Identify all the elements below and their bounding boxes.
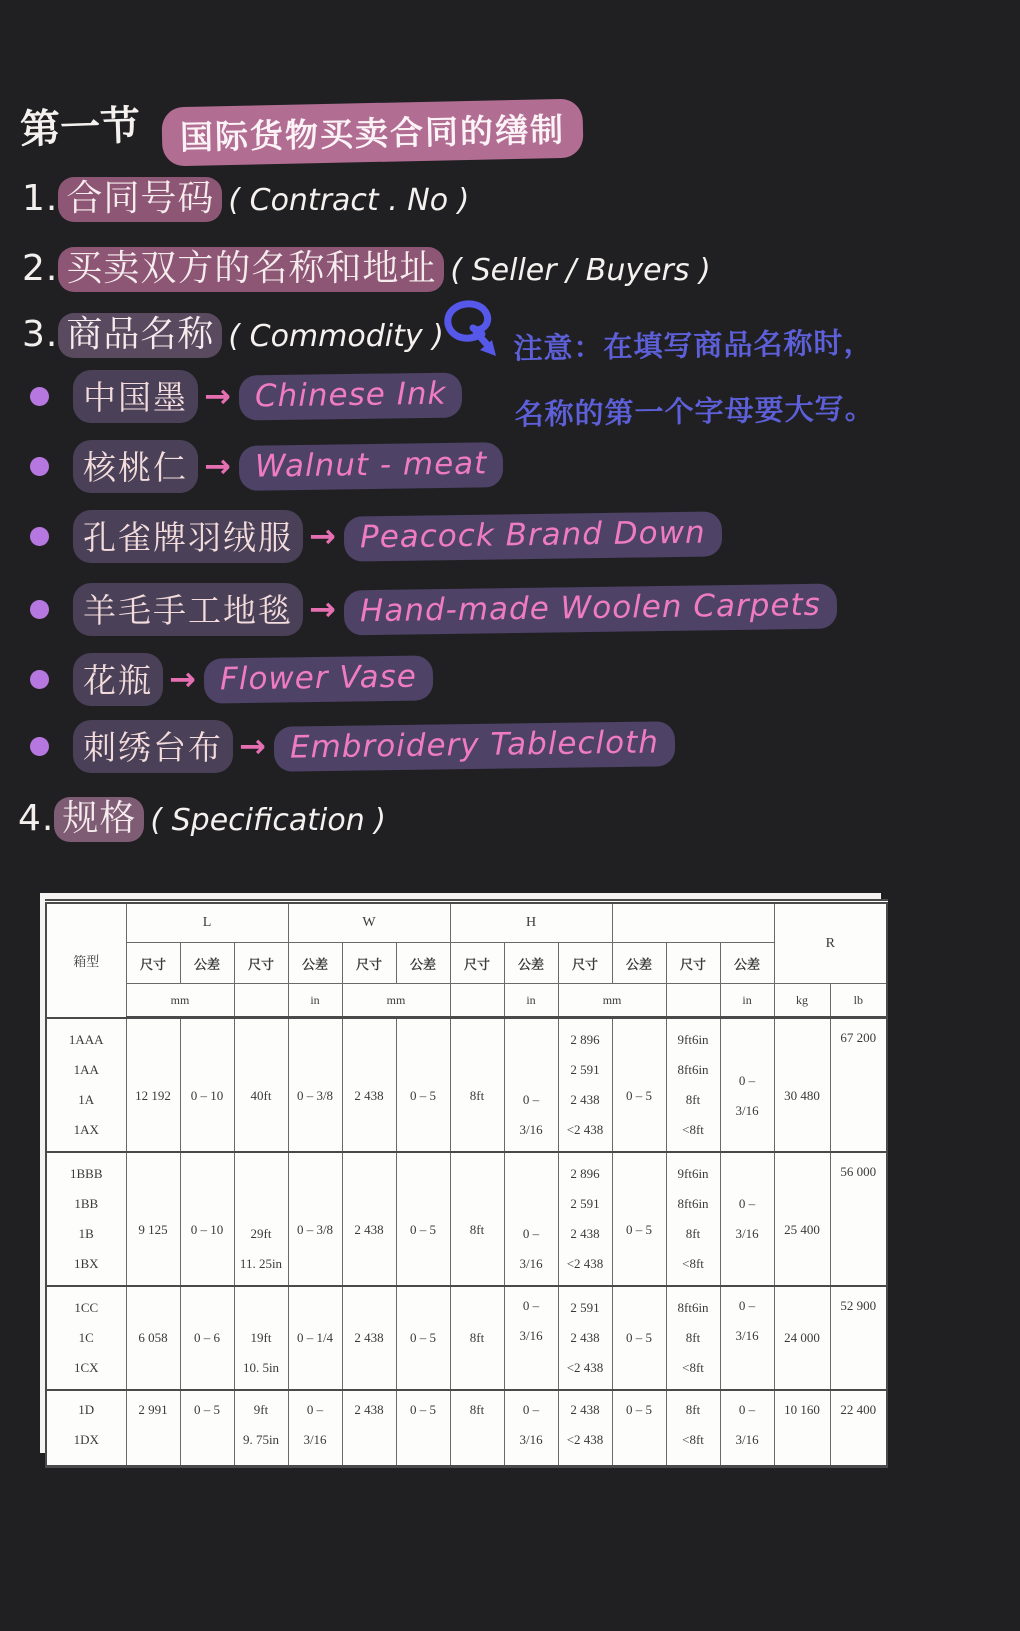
spec-cell [342, 1018, 396, 1153]
cell-line: 12 192 [135, 1088, 171, 1103]
sub-header-cell: 公差 [396, 943, 450, 984]
cell-line: 0 – 5 [410, 1330, 436, 1345]
numbered-item-commodity [22, 306, 444, 357]
numbered-item-specification [18, 790, 386, 841]
numbered-item-seller-buyers [22, 240, 711, 291]
cell-line: 0 – 5 [410, 1088, 436, 1103]
cell-line: 25 400 [784, 1222, 820, 1237]
spec-cell [504, 1286, 558, 1390]
unit-cell: in [288, 984, 342, 1018]
cell-line: 1C [78, 1330, 94, 1345]
cell-line: 3/16 [735, 1328, 759, 1343]
spec-cell [396, 1286, 450, 1390]
cell-line: 3/16 [735, 1432, 759, 1447]
cell-line: 24 000 [784, 1330, 820, 1345]
commodity-row [30, 442, 503, 490]
spec-cell [396, 1018, 450, 1153]
commodity-row [30, 585, 837, 633]
arrow-icon: → [169, 660, 196, 698]
commodity-row [30, 372, 462, 420]
group-header-cell: R [774, 902, 887, 984]
commodity-zh: 花瓶 [73, 653, 163, 706]
cell-line: 9ft [253, 1402, 269, 1417]
cell-line: 1B [78, 1226, 94, 1241]
cell-line: 8ft6in [677, 1196, 709, 1211]
commodity-zh: 孔雀牌羽绒服 [73, 510, 303, 563]
unit-cell [450, 984, 504, 1018]
bullet-dot-icon [30, 670, 49, 689]
commodity-en: Flower Vase [204, 655, 433, 703]
commodity-zh: 刺绣台布 [73, 720, 233, 773]
cell-line: 0 – [738, 1402, 756, 1417]
commodity-row [30, 722, 675, 770]
cell-line: 2 438 [570, 1330, 600, 1345]
spec-cell [234, 1018, 288, 1153]
item-number: 1. [22, 178, 59, 219]
cell-line: 8ft [685, 1330, 701, 1345]
item-en: ( Contract . No ) [228, 183, 470, 218]
cell-line: 1BX [73, 1256, 99, 1271]
item-en: ( Specification ) [150, 803, 386, 838]
sub-header-cell: 公差 [720, 943, 774, 984]
arrow-icon: → [204, 447, 231, 485]
cell-line: 10 160 [784, 1402, 820, 1417]
cell-line: 3/16 [735, 1226, 759, 1241]
box-type-cell [46, 1018, 126, 1153]
spec-cell [180, 1152, 234, 1286]
cell-line: 56 000 [840, 1164, 877, 1179]
cell-line: 2 438 [354, 1222, 384, 1237]
sub-header-cell: 尺寸 [234, 943, 288, 984]
commodity-en: Hand-made Woolen Carpets [344, 583, 837, 635]
item-zh-highlight: 合同号码 [58, 177, 222, 222]
bullet-dot-icon [30, 737, 49, 756]
commodity-zh: 羊毛手工地毯 [73, 583, 303, 636]
spec-cell [666, 1152, 720, 1286]
sub-header-cell: 尺寸 [450, 943, 504, 984]
cell-line: 1CC [74, 1300, 99, 1315]
cell-line: 8ft [685, 1092, 701, 1107]
group-header-cell: L [126, 902, 288, 943]
item-zh-highlight: 买卖双方的名称和地址 [58, 247, 444, 292]
spec-cell [288, 1152, 342, 1286]
cell-line: 0 – [522, 1092, 540, 1107]
box-type-cell [46, 1390, 126, 1467]
spec-cell [612, 1286, 666, 1390]
cell-line: 0 – 5 [410, 1402, 436, 1417]
cell-line: 1CX [73, 1360, 99, 1375]
cell-line: 9 125 [138, 1222, 168, 1237]
container-spec-table [45, 899, 888, 1468]
sub-header-cell: 尺寸 [558, 943, 612, 984]
sub-header-cell: 公差 [288, 943, 342, 984]
cell-line: 3/16 [519, 1256, 543, 1271]
cell-line: 1A [78, 1091, 95, 1107]
spec-cell [720, 1390, 774, 1467]
unit-cell: mm [558, 984, 666, 1018]
item-en: ( Commodity ) [228, 319, 444, 354]
spec-cell [126, 1390, 180, 1467]
spec-cell [234, 1152, 288, 1286]
item-number: 3. [22, 314, 59, 355]
unit-cell: kg [774, 984, 830, 1018]
spec-cell [558, 1018, 612, 1153]
notice-line-2: 名称的第一个字母要大写。 [514, 391, 875, 432]
group-header-cell: H [450, 902, 612, 943]
cell-line: 30 480 [784, 1088, 820, 1103]
cell-line: 8ft [469, 1222, 485, 1237]
arrow-icon: → [309, 517, 336, 555]
commodity-row [30, 655, 433, 703]
cell-line: 3/16 [519, 1328, 543, 1343]
item-zh-highlight: 商品名称 [58, 313, 222, 358]
cell-line: 0 – 5 [626, 1088, 653, 1103]
commodity-zh: 核桃仁 [73, 440, 198, 493]
box-type-cell [46, 1286, 126, 1390]
spec-table-card [40, 893, 881, 1453]
spec-cell [288, 1390, 342, 1467]
unit-cell: in [504, 984, 558, 1018]
spec-cell [774, 1286, 830, 1390]
unit-cell: lb [830, 984, 887, 1018]
cell-line: 0 – [522, 1402, 540, 1417]
spec-cell [830, 1286, 887, 1390]
spec-cell [558, 1390, 612, 1467]
spec-cell [126, 1286, 180, 1390]
unit-cell [234, 984, 288, 1018]
spec-cell [612, 1152, 666, 1286]
group-header-cell: W [288, 902, 450, 943]
cell-line: 9ft6in [677, 1032, 709, 1047]
spec-cell [288, 1286, 342, 1390]
cell-line: <2 438 [566, 1432, 604, 1447]
spec-cell [830, 1390, 887, 1467]
cell-line: 6 058 [138, 1330, 168, 1345]
cell-line: 8ft [469, 1330, 485, 1345]
spec-cell [504, 1390, 558, 1467]
commodity-zh: 中国墨 [73, 370, 198, 423]
item-en: ( Seller / Buyers ) [450, 253, 711, 288]
unit-cell: mm [126, 984, 234, 1018]
cell-line: 1AAA [68, 1031, 104, 1047]
arrow-icon: → [204, 377, 231, 415]
cursor-loop-arrow-icon [440, 298, 502, 370]
bullet-dot-icon [30, 457, 49, 476]
spec-cell [396, 1390, 450, 1467]
cell-line: 1D [78, 1402, 95, 1417]
spec-cell [558, 1286, 612, 1390]
spec-cell [720, 1152, 774, 1286]
spec-cell [342, 1152, 396, 1286]
cell-line: 9. 75in [242, 1432, 280, 1447]
cell-line: <8ft [682, 1122, 704, 1137]
spec-cell [666, 1390, 720, 1467]
cell-line: 2 438 [570, 1092, 600, 1107]
spec-cell [830, 1152, 887, 1286]
cell-line: 2 438 [354, 1088, 384, 1103]
cell-line: 2 438 [354, 1330, 384, 1345]
cell-line: 8ft [685, 1402, 701, 1417]
spec-cell [396, 1152, 450, 1286]
cell-line: 0 – [738, 1298, 756, 1313]
cell-line: 8ft [685, 1226, 701, 1241]
cell-line: 0 – 5 [626, 1222, 653, 1237]
spec-cell [774, 1390, 830, 1467]
cell-line: 67 200 [840, 1030, 877, 1045]
cell-line: 0 – [738, 1073, 756, 1088]
cell-line: <8ft [682, 1432, 704, 1447]
cell-line: 2 438 [354, 1402, 384, 1417]
cell-line: 8ft [469, 1402, 485, 1417]
cell-line: 0 – [738, 1196, 756, 1211]
cell-line: <2 438 [566, 1360, 604, 1375]
cell-line: 2 591 [570, 1062, 600, 1077]
cell-line: 3/16 [519, 1122, 543, 1137]
unit-cell [666, 984, 720, 1018]
spec-cell [234, 1390, 288, 1467]
cell-line: 3/16 [735, 1103, 759, 1118]
cell-line: 1DX [73, 1432, 99, 1447]
commodity-en: Chinese Ink [239, 372, 463, 420]
cell-line: 0 – 5 [410, 1222, 436, 1237]
item-zh-highlight: 规格 [54, 797, 144, 842]
sub-header-cell: 尺寸 [126, 943, 180, 984]
cell-line: <2 438 [566, 1256, 604, 1271]
commodity-list [30, 372, 990, 792]
cell-line: 0 – 10 [190, 1088, 224, 1103]
cell-line: 0 – 6 [194, 1330, 220, 1345]
cell-line: 2 438 [570, 1226, 600, 1241]
notice-line-1: 注意：在填写商品名称时， [513, 325, 874, 366]
cell-line: 1BB [74, 1196, 99, 1211]
cell-line: 10. 5in [242, 1360, 280, 1375]
spec-cell [450, 1390, 504, 1467]
cell-line: 1AX [73, 1121, 99, 1137]
sub-header-cell: 公差 [504, 943, 558, 984]
cell-line: 3/16 [519, 1432, 543, 1447]
bullet-dot-icon [30, 600, 49, 619]
bullet-dot-icon [30, 387, 49, 406]
spec-cell [450, 1152, 504, 1286]
cell-line: 22 400 [840, 1402, 877, 1417]
cell-line: 1BBB [69, 1166, 103, 1181]
commodity-en: Walnut - meat [239, 442, 504, 491]
cell-line: 1AA [73, 1061, 99, 1077]
cell-line: 0 – [306, 1402, 324, 1417]
sub-header-cell: 尺寸 [666, 943, 720, 984]
cell-line: 0 – 5 [194, 1402, 220, 1417]
spec-cell [666, 1286, 720, 1390]
cell-line: 0 – 3/8 [296, 1222, 334, 1237]
cell-line: 0 – [522, 1226, 540, 1241]
commodity-row [30, 512, 721, 560]
arrow-icon: → [309, 590, 336, 628]
spec-cell [720, 1018, 774, 1153]
spec-cell [504, 1018, 558, 1153]
unit-cell: in [720, 984, 774, 1018]
cell-line: 3/16 [303, 1432, 327, 1447]
cell-line: 8ft6in [677, 1300, 709, 1315]
sub-header-cell: 公差 [612, 943, 666, 984]
spec-cell [450, 1018, 504, 1153]
commodity-en: Embroidery Tablecloth [274, 721, 676, 772]
bullet-dot-icon [30, 527, 49, 546]
section-title: 国际货物买卖合同的缮制 [161, 99, 583, 167]
spec-cell [342, 1390, 396, 1467]
cell-line: 40ft [250, 1088, 272, 1103]
spec-cell [612, 1390, 666, 1467]
numbered-item-contract-no [22, 170, 469, 221]
spec-cell [720, 1286, 774, 1390]
spec-cell [774, 1152, 830, 1286]
arrow-icon: → [239, 727, 266, 765]
sub-header-cell: 尺寸 [342, 943, 396, 984]
spec-cell [666, 1018, 720, 1153]
cell-line: 0 – 10 [190, 1222, 224, 1237]
spec-cell [180, 1286, 234, 1390]
cell-line: 2 991 [138, 1402, 168, 1417]
spec-cell [126, 1152, 180, 1286]
spec-cell [830, 1018, 887, 1153]
cell-line: 0 – [522, 1298, 540, 1313]
spec-cell [126, 1018, 180, 1153]
cell-line: 2 591 [570, 1196, 600, 1211]
cell-line: 0 – 5 [626, 1402, 653, 1417]
spec-cell [504, 1152, 558, 1286]
cell-line: <8ft [682, 1256, 704, 1271]
section-label: 第一节 [19, 102, 141, 154]
cell-line: 2 591 [570, 1300, 600, 1315]
unit-cell: mm [342, 984, 450, 1018]
cell-line: 2 438 [570, 1402, 600, 1417]
spec-cell [180, 1390, 234, 1467]
cell-line: 0 – 3/8 [296, 1088, 334, 1103]
cell-line: 29ft [250, 1226, 272, 1241]
spec-cell [288, 1018, 342, 1153]
item-number: 4. [18, 798, 55, 839]
spec-cell [180, 1018, 234, 1153]
spec-cell [450, 1286, 504, 1390]
cell-line: 9ft6in [677, 1166, 709, 1181]
cell-line: 0 – 1/4 [296, 1330, 334, 1345]
cell-line: <2 438 [566, 1122, 604, 1137]
spec-cell [558, 1152, 612, 1286]
sub-header-cell: 公差 [180, 943, 234, 984]
spec-cell [774, 1018, 830, 1153]
cell-line: <8ft [682, 1360, 704, 1375]
item-number: 2. [22, 248, 59, 289]
cell-line: 52 900 [840, 1298, 877, 1313]
cell-line: 8ft6in [677, 1062, 709, 1077]
cell-line: 11. 25in [239, 1256, 283, 1271]
commodity-en: Peacock Brand Down [344, 511, 722, 561]
group-header-cell [612, 902, 774, 943]
box-type-header-cell: 箱型 [46, 902, 126, 1018]
cell-line: 19ft [250, 1330, 272, 1345]
spec-cell [342, 1286, 396, 1390]
box-type-cell [46, 1152, 126, 1286]
cell-line: 2 896 [570, 1166, 600, 1181]
spec-cell [612, 1018, 666, 1153]
cell-line: 0 – 5 [626, 1330, 653, 1345]
cell-line: 8ft [469, 1088, 485, 1103]
spec-cell [234, 1286, 288, 1390]
cell-line: 2 896 [570, 1032, 600, 1047]
